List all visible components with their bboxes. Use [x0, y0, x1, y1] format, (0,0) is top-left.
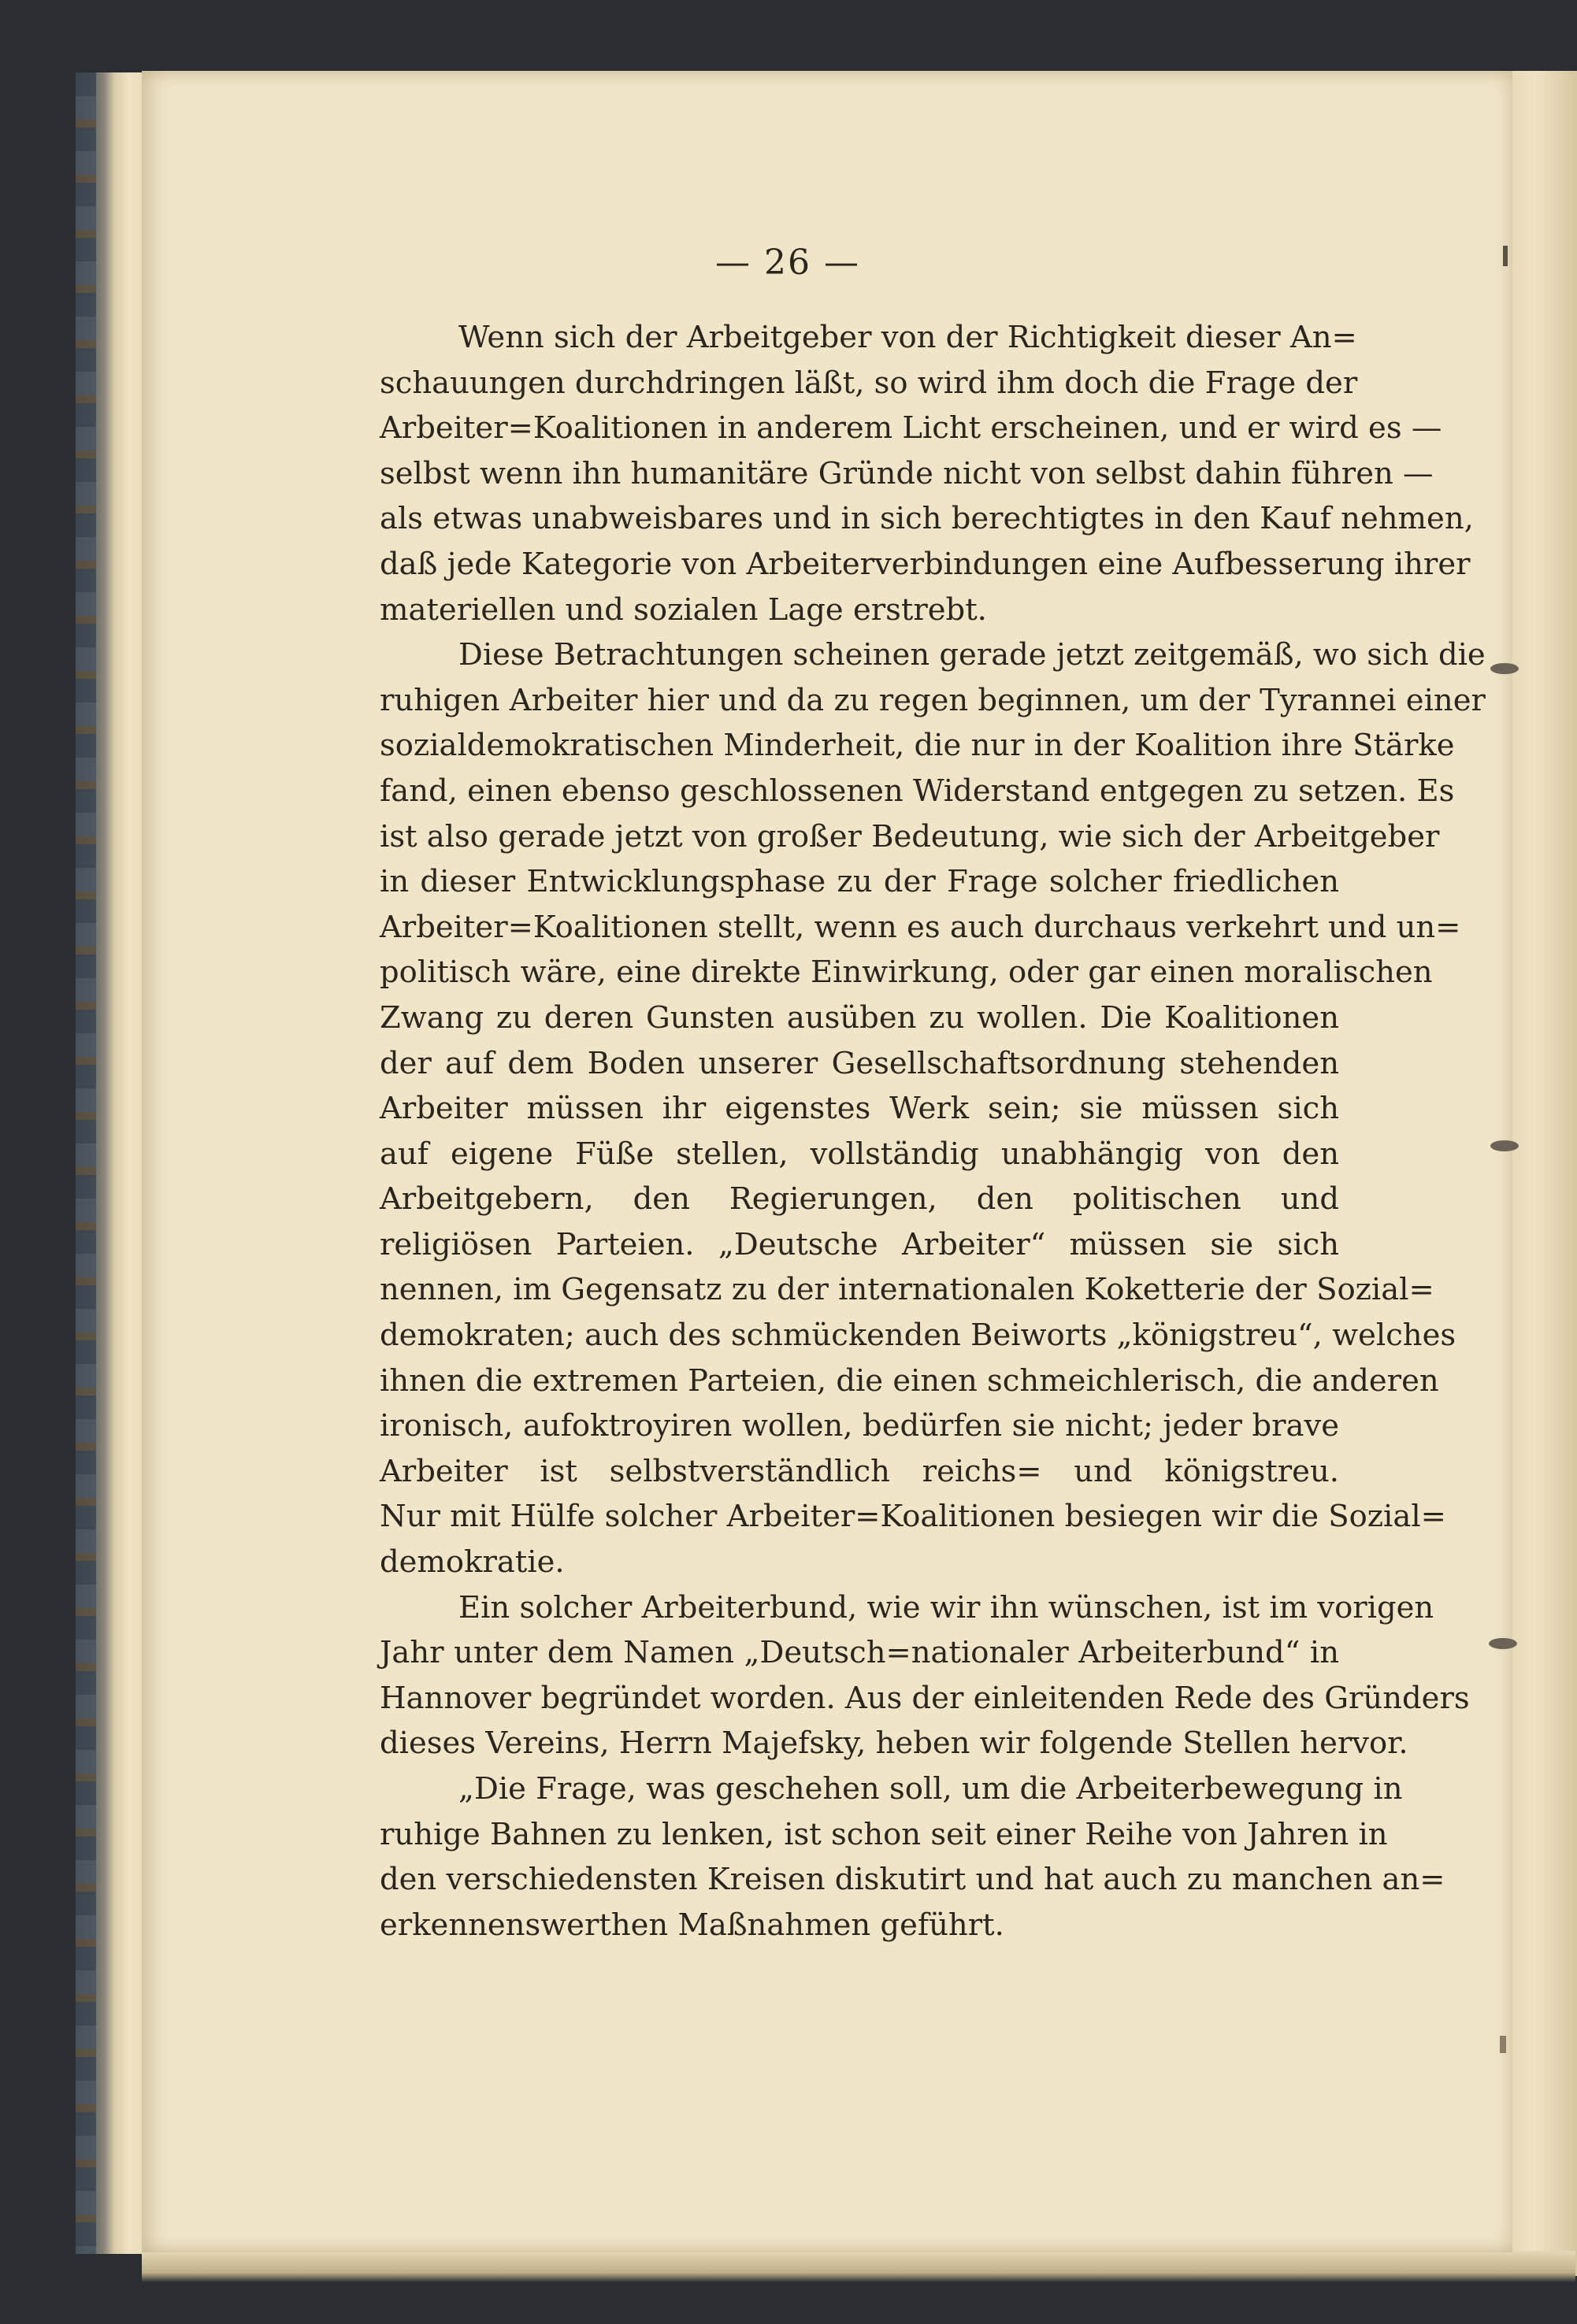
- text-line: Ein solcher Arbeiterbund, wie wir ihn wünschen, ist im vorigen: [458, 1589, 1434, 1625]
- text-line: politisch wäre, eine direkte Einwirkung, oder gar einen moralischen: [380, 954, 1433, 991]
- body-text: [380, 315, 1486, 1948]
- page-tab-marker: [1490, 663, 1519, 674]
- text-line: fand, einen ebenso geschlossenen Widerstand entgegen zu setzen. Es: [380, 773, 1455, 809]
- text-line: auf eigene Füße stellen, vollständig unabhängig von den: [380, 1136, 1339, 1172]
- text-line: als etwas unabweisbares und in sich berechtigtes in den Kauf nehmen,: [380, 501, 1474, 537]
- text-line: Nur mit Hülfe solcher Arbeiter=Koalitionen besiegen wir die Sozial=: [380, 1499, 1446, 1535]
- page-bottom-edge: [142, 2251, 1575, 2282]
- text-line: ruhigen Arbeiter hier und da zu regen beginnen, um der Tyrannei einer: [380, 682, 1486, 718]
- text-line: demokraten; auch des schmückenden Beiworts „königstreu“, welches: [380, 1318, 1456, 1354]
- text-line: religiösen Parteien. „Deutsche Arbeiter“ müssen sie sich: [380, 1226, 1339, 1262]
- text-line: selbst wenn ihn humanitäre Gründe nicht von selbst dahin führen —: [380, 455, 1434, 491]
- text-line: sozialdemokratischen Minderheit, die nur in der Koalition ihre Stärke: [380, 728, 1455, 764]
- text-line: Arbeiter=Koalitionen in anderem Licht erscheinen, und er wird es —: [380, 410, 1442, 447]
- text-line: den verschiedensten Kreisen diskutirt und hat auch zu manchen an=: [380, 1862, 1445, 1898]
- text-line: Wenn sich der Arbeitgeber von der Richtigkeit dieser An=: [458, 320, 1357, 355]
- text-line: schauungen durchdringen läßt, so wird ihm doch die Frage der: [380, 365, 1358, 401]
- book-cover-strip: [76, 72, 96, 2254]
- text-line: dieses Vereins, Herrn Majefsky, heben wir folgende Stellen hervor.: [380, 1725, 1408, 1762]
- page-right-edge: [1505, 71, 1577, 2276]
- text-line: in dieser Entwicklungsphase zu der Frage solcher friedlichen: [380, 864, 1339, 900]
- text-line: materiellen und sozialen Lage erstrebt.: [380, 591, 987, 628]
- text-line: ruhige Bahnen zu lenken, ist schon seit einer Reihe von Jahren in: [380, 1816, 1388, 1852]
- text-line: Diese Betrachtungen scheinen gerade jetzt zeitgemäß, wo sich die: [458, 637, 1486, 673]
- text-line: ihnen die extremen Parteien, die einen schmeichlerisch, die anderen: [380, 1362, 1439, 1399]
- text-line: Zwang zu deren Gunsten ausüben zu wollen. Die Koalitionen: [380, 999, 1339, 1036]
- page-tab-marker: [1489, 1638, 1517, 1649]
- text-line: ist also gerade jetzt von großer Bedeutung, wie sich der Arbeitgeber: [380, 818, 1440, 854]
- text-line: erkennenswerthen Maßnahmen geführt.: [380, 1907, 1004, 1943]
- page-tab-marker: [1490, 1140, 1519, 1151]
- text-line: nennen, im Gegensatz zu der internationalen Koketterie der Sozial=: [380, 1272, 1434, 1308]
- text-line: demokratie.: [380, 1544, 565, 1581]
- text-line: Arbeiter ist selbstverständlich reichs= und königstreu.: [380, 1453, 1339, 1489]
- text-line: Jahr unter dem Namen „Deutsch=nationaler Arbeiterbund“ in: [380, 1635, 1339, 1671]
- text-line: Hannover begründet worden. Aus der einleitenden Rede des Gründers: [380, 1680, 1470, 1716]
- page-number: — 26 —: [715, 243, 860, 283]
- page-edge-mark: [1500, 2036, 1506, 2053]
- text-line: Arbeiter=Koalitionen stellt, wenn es auch durchaus verkehrt und un=: [380, 909, 1461, 945]
- text-line: der auf dem Boden unserer Gesellschaftsordnung stehenden: [380, 1045, 1339, 1081]
- text-line: Arbeiter müssen ihr eigenstes Werk sein; sie müssen sich: [380, 1091, 1339, 1127]
- text-line: Arbeitgebern, den Regierungen, den politischen und: [380, 1181, 1339, 1218]
- text-line: daß jede Kategorie von Arbeiterverbindungen eine Aufbesserung ihrer: [380, 546, 1471, 582]
- text-line: ironisch, aufoktroyiren wollen, bedürfen sie nicht; jeder brave: [380, 1408, 1339, 1444]
- text-line: „Die Frage, was geschehen soll, um die Arbeiterbewegung in: [458, 1771, 1403, 1807]
